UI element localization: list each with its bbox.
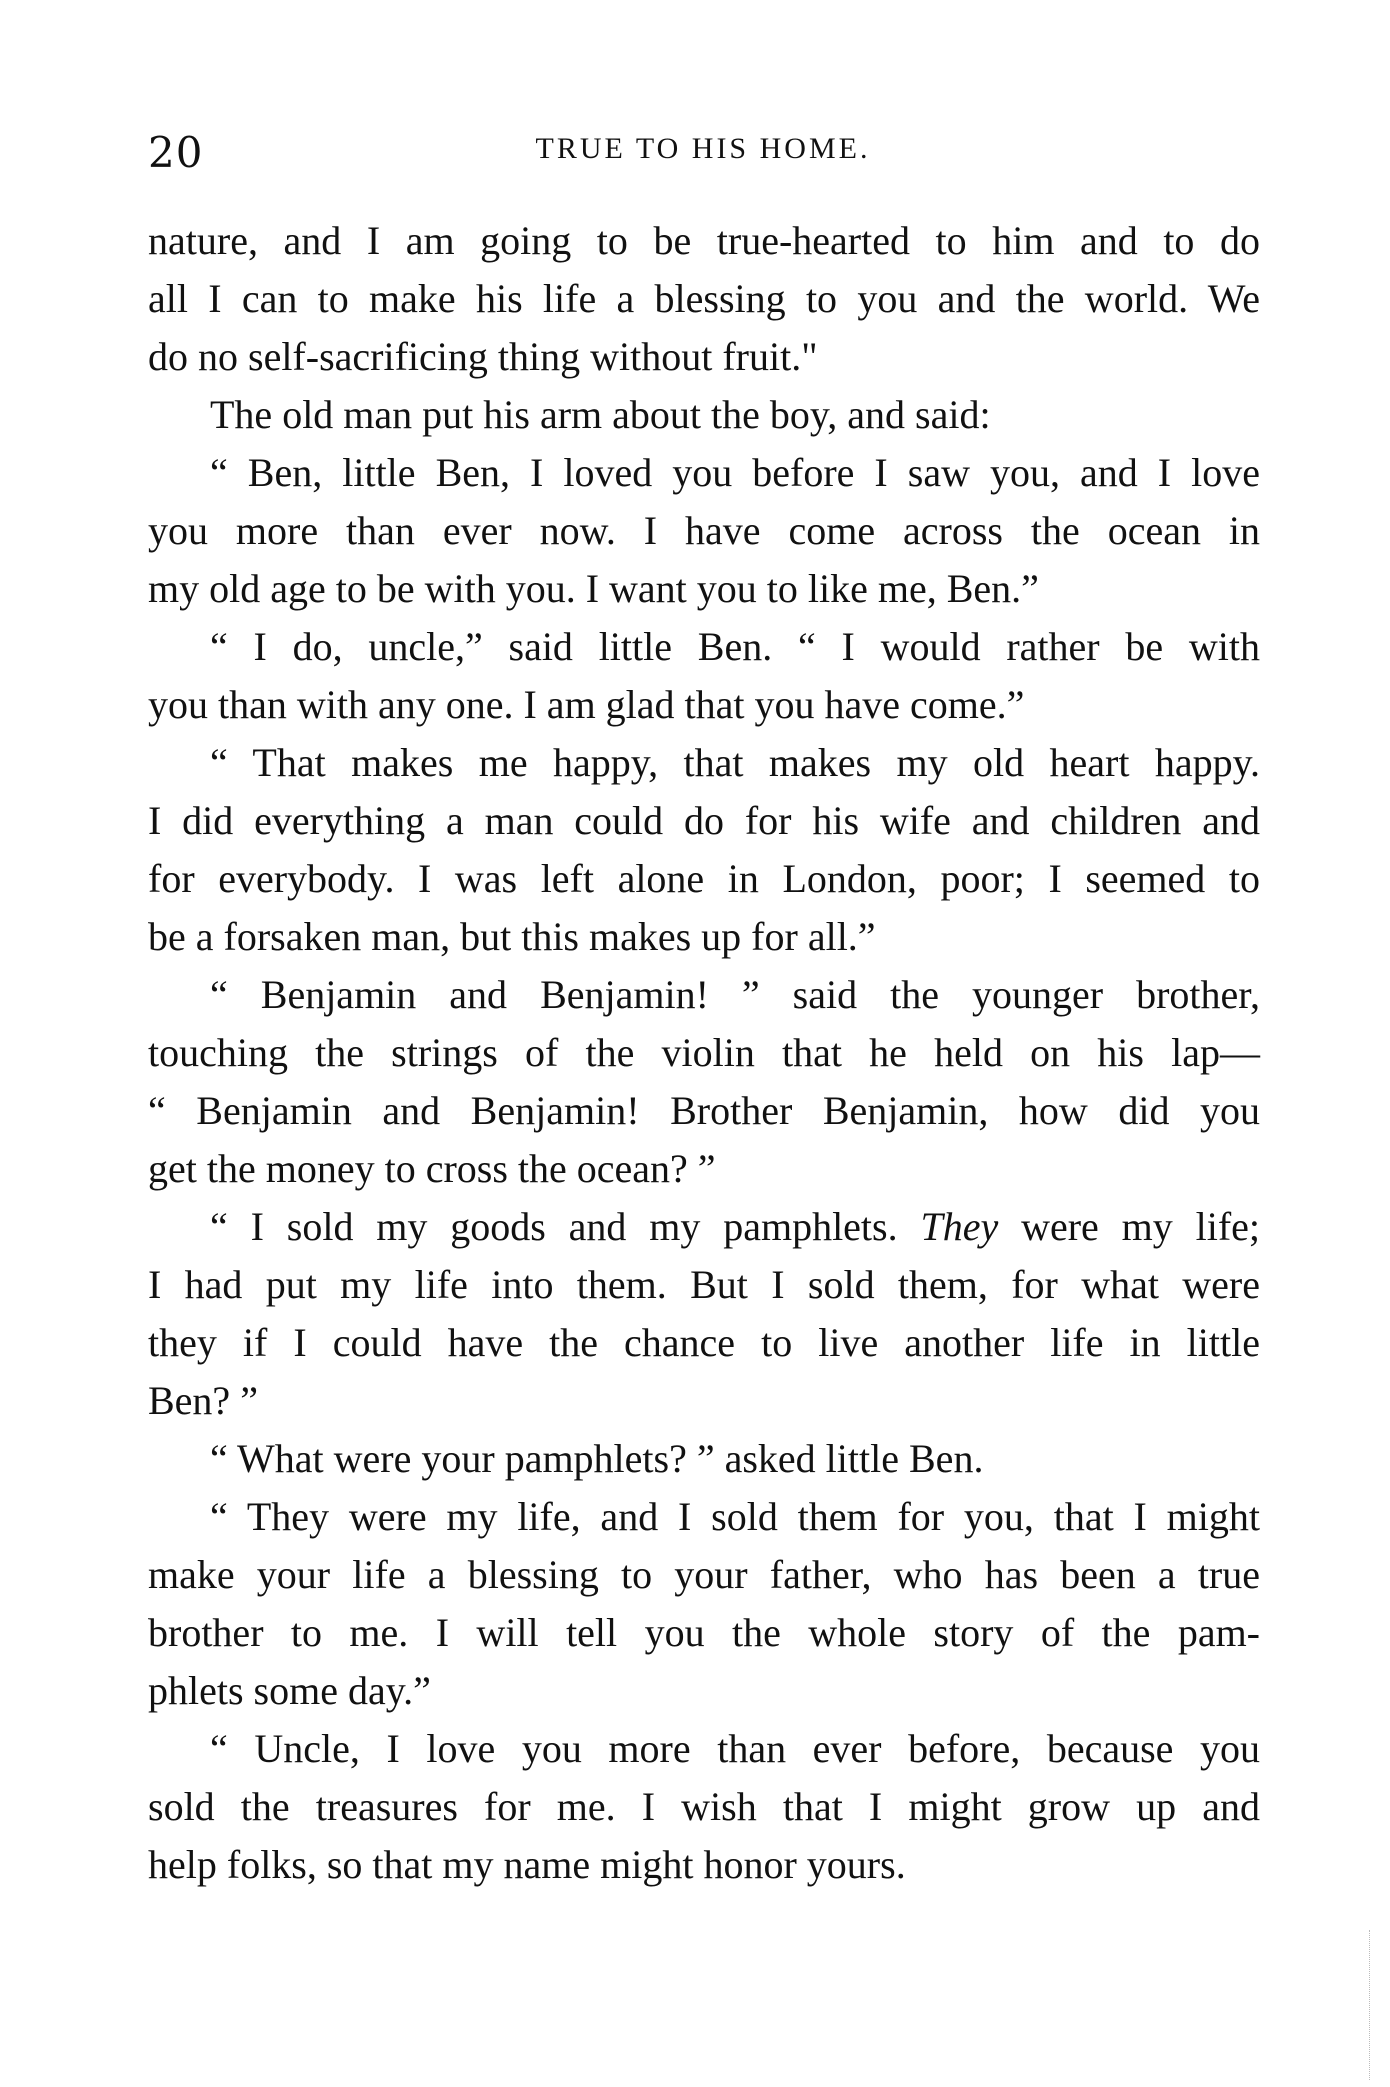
text-line <box>148 1372 1260 1430</box>
paragraph <box>148 618 1260 734</box>
text-line: you than with any one. I am glad that you have come.” <box>148 682 1025 727</box>
page-number: 20 <box>148 128 204 177</box>
text-line: “ Benjamin and Benjamin! ” said the younger brother, <box>210 972 1260 1017</box>
text-line: be a forsaken man, but this makes up for all.” <box>148 914 876 959</box>
text-line: get the money to cross the ocean? ” <box>148 1146 716 1191</box>
body-text <box>148 212 1260 1894</box>
text-line: nature, and I am going to be true-hearted to him and to do <box>148 218 1260 263</box>
text-line: phlets some day.” <box>148 1668 431 1713</box>
paragraph <box>148 444 1260 618</box>
text-line: you more than ever now. I have come across the ocean in <box>148 508 1260 553</box>
paragraph <box>148 966 1260 1198</box>
text-line: “ I do, uncle,” said little Ben. “ I would rather be with <box>210 624 1260 669</box>
text-run: “ I sold my goods and my pamphlets. <box>210 1204 921 1249</box>
text-line: The old man put his arm about the boy, and said: <box>210 392 991 437</box>
text-line: “ They were my life, and I sold them for you, that I might <box>210 1494 1260 1539</box>
text-line: “ What were your pamphlets? ” asked little Ben. <box>210 1436 984 1481</box>
text-line: brother to me. I will tell you the whole story of the pam- <box>148 1610 1260 1655</box>
paragraph <box>148 1430 1260 1488</box>
text-line: my old age to be with you. I want you to like me, Ben.” <box>148 566 1039 611</box>
paragraph <box>148 1720 1260 1894</box>
text-run: I had put my life into them. But I sold them, for what were <box>148 1262 1260 1307</box>
text-line: “ Ben, little Ben, I loved you before I saw you, and I love <box>210 450 1260 495</box>
text-line: I did everything a man could do for his wife and children and <box>148 798 1260 843</box>
text-line <box>148 1314 1260 1372</box>
text-run: Ben? ” <box>148 1378 258 1423</box>
paragraph <box>148 1198 1260 1430</box>
text-line: sold the treasures for me. I wish that I might grow up and <box>148 1784 1260 1829</box>
paragraph <box>148 734 1260 966</box>
paragraph <box>148 212 1260 386</box>
text-line: for everybody. I was left alone in London, poor; I seemed to <box>148 856 1260 901</box>
text-line: “ Uncle, I love you more than ever before, because you <box>210 1726 1260 1771</box>
text-line: all I can to make his life a blessing to you and the world. We <box>148 276 1260 321</box>
scan-edge-mark <box>1369 1930 1376 2080</box>
text-line: help folks, so that my name might honor yours. <box>148 1842 906 1887</box>
paragraph <box>148 386 1260 444</box>
text-run: were my life; <box>998 1204 1261 1249</box>
italic-text: They <box>920 1204 999 1249</box>
text-line <box>148 1198 1260 1256</box>
text-run: they if I could have the chance to live another life in little <box>148 1320 1260 1365</box>
page-header <box>148 128 1258 188</box>
text-line: do no self-sacrificing thing without fruit." <box>148 334 818 379</box>
text-line: touching the strings of the violin that he held on his lap— <box>148 1030 1260 1075</box>
text-line: make your life a blessing to your father, who has been a true <box>148 1552 1260 1597</box>
running-head: TRUE TO HIS HOME. <box>535 132 871 165</box>
text-line: “ That makes me happy, that makes my old heart happy. <box>210 740 1260 785</box>
paragraph <box>148 1488 1260 1720</box>
text-line <box>148 1256 1260 1314</box>
text-line: “ Benjamin and Benjamin! Brother Benjamin, how did you <box>148 1088 1260 1133</box>
